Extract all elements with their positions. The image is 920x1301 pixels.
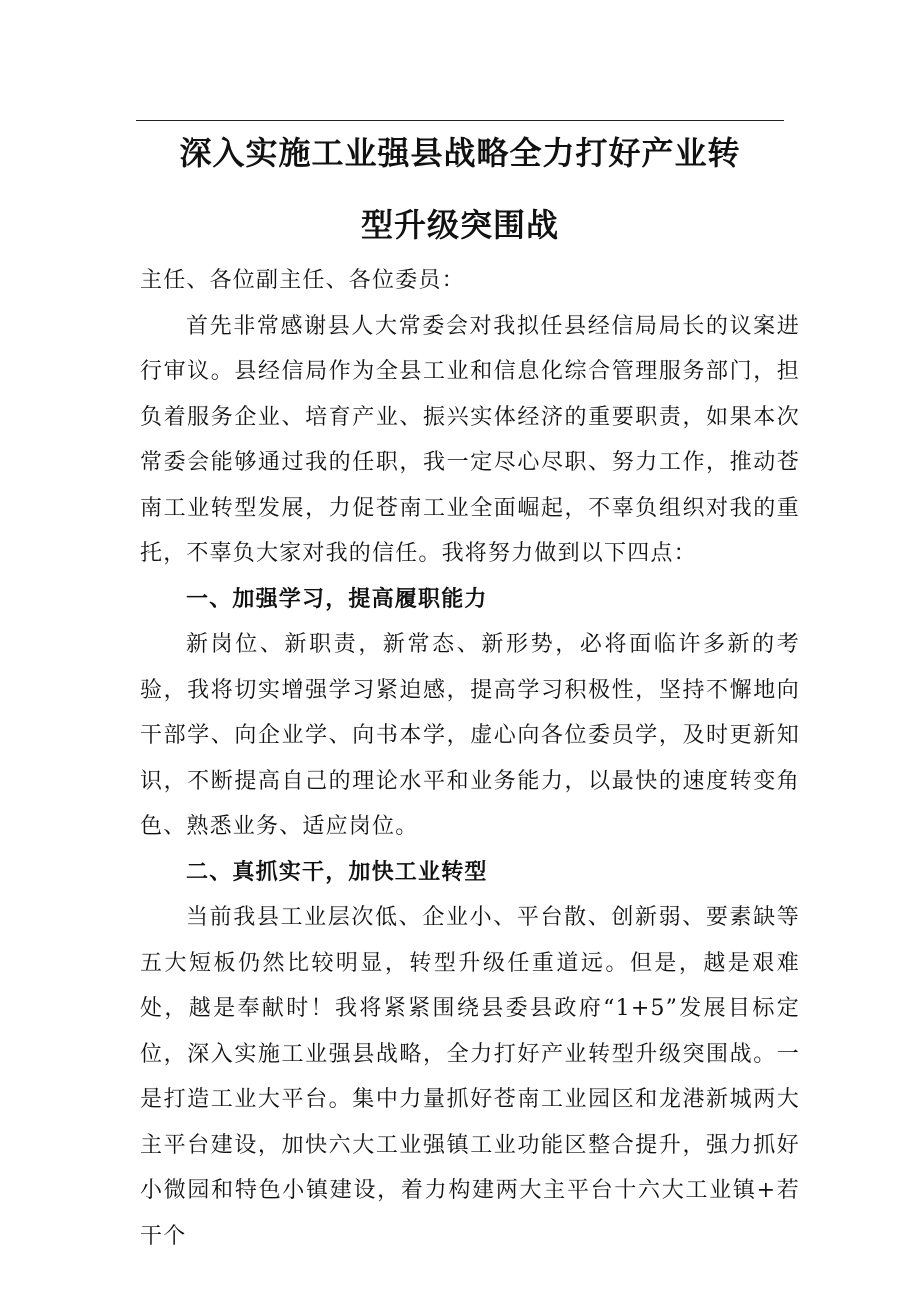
paragraph-intro: 首先非常感谢县人大常委会对我拟任县经信局局长的议案进行审议。县经信局作为全县工业和信息化综合管理服务部门，担负着服务企业、培育产业、振兴实体经济的重要职责，如果本次常委会能够通过我的任职，我一定尽心尽职、努力工作，推动苍南工业转型发展，力促苍南工业全面崛起，不辜负组织对我的重托，不辜负大家对我的信任。我将努力做到以下四点： (140, 313, 800, 566)
salutation: 主任、各位副主任、各位委员： (140, 268, 465, 293)
section-heading-2: 二、真抓实干，加快工业转型 (186, 859, 488, 885)
section-heading-1: 一、加强学习，提高履职能力 (186, 586, 488, 612)
paragraph-transformation: 当前我县工业层次低、企业小、平台散、创新弱、要素缺等五大短板仍然比较明显，转型升级任重道远。但是，越是艰难处，越是奉献时！我将紧紧围绕县委县政府“1+5”发展目标定位，深入实施工业强县战略，全力打好产业转型升级突围战。一是打造工业大平台。集中力量抓好苍南工业园区和龙港新城两大主平台建设，加快六大工业强镇工业功能区整合提升，强力抓好小微园和特色小镇建设，着力构建两大主平台十六大工业镇+若干个 (140, 905, 800, 1249)
header-rule (136, 120, 784, 121)
document-body (140, 258, 800, 1259)
paragraph-study: 新岗位、新职责，新常态、新形势，必将面临许多新的考验，我将切实增强学习紧迫感，提高学习积极性，坚持不懈地向干部学、向企业学、向书本学，虚心向各位委员学，及时更新知识，不断提高自己的理论水平和业务能力，以最快的速度转变角色、熟悉业务、适应岗位。 (140, 632, 800, 839)
document-title-line-1: 深入实施工业强县战略全力打好产业转 (179, 134, 741, 172)
document-title-line-2: 型升级突围战 (360, 206, 559, 244)
